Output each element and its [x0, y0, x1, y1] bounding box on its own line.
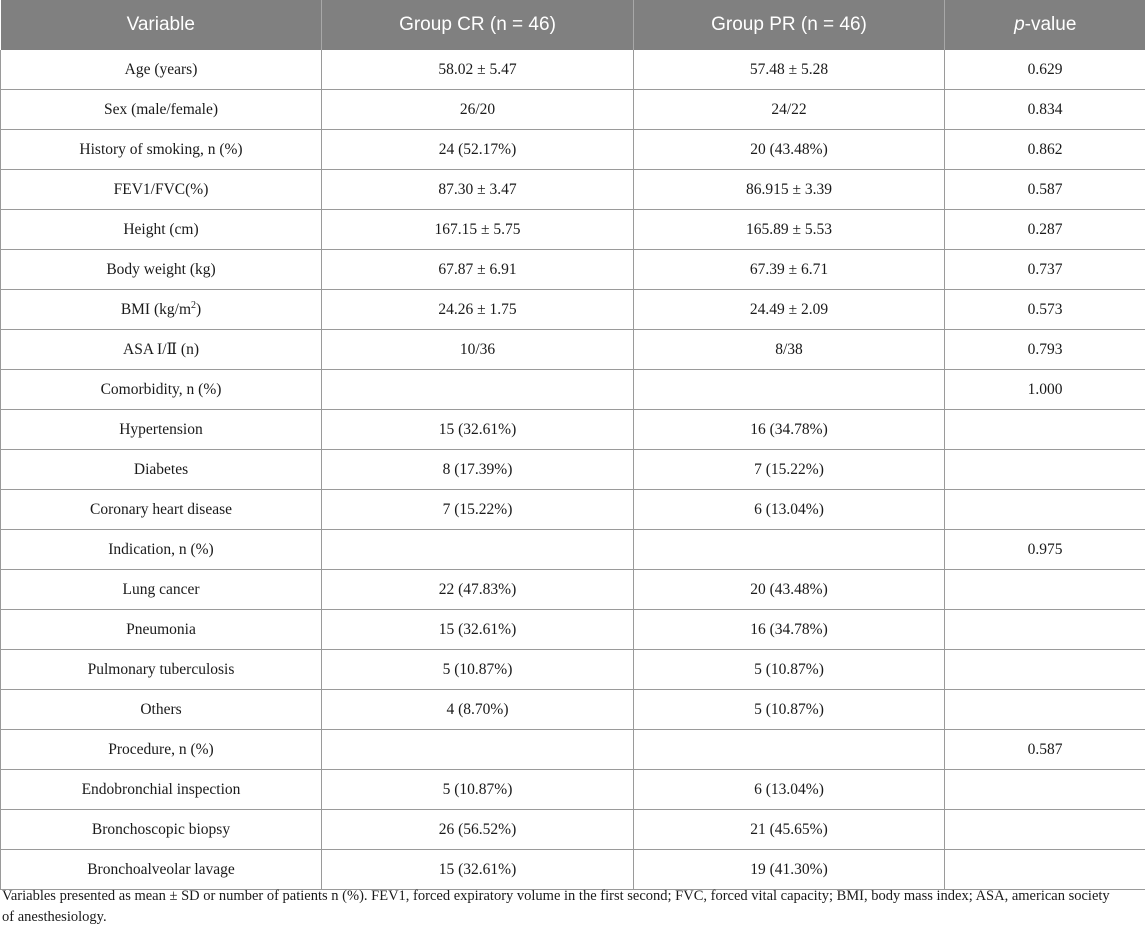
- cell-p-value: 0.573: [945, 290, 1145, 330]
- header-p-value: [945, 0, 1145, 50]
- cell-variable: [1, 650, 322, 690]
- cell-p-value: [945, 610, 1145, 650]
- header-group-pr: Group PR (n = 46): [634, 0, 945, 50]
- cell-variable-text: Bronchoscopic biopsy: [91, 820, 231, 838]
- table-row: [1, 170, 1145, 210]
- cell-p-value: 0.737: [945, 250, 1145, 290]
- cell-group-pr: 6 (13.04%): [634, 770, 945, 810]
- cell-variable-tail: ): [196, 301, 202, 319]
- table-row: [1, 330, 1145, 370]
- cell-group-cr: 87.30 ± 3.47: [322, 170, 634, 210]
- cell-variable-text: Pneumonia: [126, 620, 196, 638]
- cell-variable: [1, 490, 322, 530]
- cell-variable-text: FEV1/FVC(%): [113, 180, 209, 198]
- table-row: [1, 690, 1145, 730]
- cell-variable-text: Age (years): [124, 60, 198, 78]
- cell-p-value: 0.793: [945, 330, 1145, 370]
- table-footnote: Variables presented as mean ± SD or number of patients n (%). FEV1, forced expiratory volume in the first second; FVC, forced vital capacity; BMI, body mass index; ASA, american society of anesthesiology.: [2, 888, 1110, 925]
- cell-variable-text: History of smoking, n (%): [79, 140, 243, 158]
- cell-variable-text: Procedure, n (%): [108, 740, 214, 758]
- table-row: [1, 370, 1145, 410]
- cell-variable-text: Pulmonary tuberculosis: [87, 660, 235, 678]
- cell-variable: [1, 610, 322, 650]
- cell-variable-text: Lung cancer: [122, 580, 200, 598]
- cell-p-value: [945, 850, 1145, 890]
- cell-group-pr: 8/38: [634, 330, 945, 370]
- cell-group-cr: 67.87 ± 6.91: [322, 250, 634, 290]
- cell-variable: [1, 210, 322, 250]
- cell-variable-text: Comorbidity, n (%): [100, 380, 222, 398]
- cell-group-pr: 5 (10.87%): [634, 690, 945, 730]
- cell-variable: [1, 770, 322, 810]
- cell-group-cr: 8 (17.39%): [322, 450, 634, 490]
- cell-group-cr: 26 (56.52%): [322, 810, 634, 850]
- table-row: [1, 250, 1145, 290]
- cell-variable: [1, 250, 322, 290]
- cell-group-pr: 24/22: [634, 90, 945, 130]
- cell-variable: [1, 730, 322, 770]
- table-row: [1, 130, 1145, 170]
- cell-variable: [1, 570, 322, 610]
- cell-variable-text: Sex (male/female): [103, 100, 219, 118]
- cell-variable: [1, 410, 322, 450]
- table-row: [1, 50, 1145, 90]
- cell-group-pr: 16 (34.78%): [634, 410, 945, 450]
- cell-variable-text: ASA I/Ⅱ (n): [123, 341, 199, 358]
- header-row: [1, 0, 1145, 50]
- cell-group-cr: 58.02 ± 5.47: [322, 50, 634, 90]
- table-row: [1, 530, 1145, 570]
- cell-variable: [1, 690, 322, 730]
- cell-group-cr: 7 (15.22%): [322, 490, 634, 530]
- table-row: [1, 850, 1145, 890]
- cell-variable: [1, 90, 322, 130]
- cell-p-value: 0.862: [945, 130, 1145, 170]
- cell-variable: [1, 50, 322, 90]
- cell-group-pr: 165.89 ± 5.53: [634, 210, 945, 250]
- header-p-rest: -value: [1024, 14, 1077, 35]
- table-row: [1, 810, 1145, 850]
- cell-variable: [1, 330, 322, 370]
- cell-variable-text: Height (cm): [123, 220, 199, 238]
- cell-group-cr: 4 (8.70%): [322, 690, 634, 730]
- cell-p-value: [945, 690, 1145, 730]
- cell-p-value: [945, 650, 1145, 690]
- cell-group-cr: [322, 370, 634, 410]
- table-body: [1, 50, 1145, 890]
- cell-variable-text: Hypertension: [119, 420, 203, 438]
- table-row: [1, 730, 1145, 770]
- cell-variable-text: Diabetes: [133, 460, 189, 478]
- cell-group-pr: 21 (45.65%): [634, 810, 945, 850]
- table-row: [1, 490, 1145, 530]
- cell-group-cr: 24.26 ± 1.75: [322, 290, 634, 330]
- table-row: [1, 610, 1145, 650]
- table-row: [1, 770, 1145, 810]
- cell-p-value: [945, 770, 1145, 810]
- cell-variable: [1, 370, 322, 410]
- cell-group-pr: 16 (34.78%): [634, 610, 945, 650]
- cell-variable-text: Bronchoalveolar lavage: [87, 860, 235, 878]
- cell-group-cr: [322, 530, 634, 570]
- cell-group-pr: 7 (15.22%): [634, 450, 945, 490]
- cell-variable: [1, 850, 322, 890]
- cell-p-value: 0.975: [945, 530, 1145, 570]
- cell-p-value: 0.587: [945, 730, 1145, 770]
- cell-variable: [1, 130, 322, 170]
- table-row: [1, 450, 1145, 490]
- cell-group-cr: 167.15 ± 5.75: [322, 210, 634, 250]
- cell-variable-superscript: 2: [191, 299, 196, 311]
- cell-group-pr: 20 (43.48%): [634, 130, 945, 170]
- cell-group-pr: 57.48 ± 5.28: [634, 50, 945, 90]
- table-row: [1, 290, 1145, 330]
- cell-group-cr: 15 (32.61%): [322, 610, 634, 650]
- table-row: [1, 210, 1145, 250]
- cell-variable-text: Indication, n (%): [108, 540, 214, 558]
- cell-variable-text: BMI (kg/m: [120, 301, 191, 319]
- cell-p-value: 0.834: [945, 90, 1145, 130]
- cell-variable-text: Others: [140, 700, 182, 718]
- cell-p-value: [945, 450, 1145, 490]
- cell-group-pr: 5 (10.87%): [634, 650, 945, 690]
- cell-group-pr: 24.49 ± 2.09: [634, 290, 945, 330]
- cell-group-cr: 5 (10.87%): [322, 770, 634, 810]
- cell-group-pr: [634, 530, 945, 570]
- cell-group-cr: 15 (32.61%): [322, 850, 634, 890]
- cell-group-pr: [634, 370, 945, 410]
- header-group-cr: Group CR (n = 46): [322, 0, 634, 50]
- cell-group-pr: 6 (13.04%): [634, 490, 945, 530]
- cell-group-cr: 5 (10.87%): [322, 650, 634, 690]
- cell-variable-text: Body weight (kg): [106, 260, 216, 278]
- cell-variable-text: Endobronchial inspection: [81, 780, 241, 798]
- header-variable: Variable: [1, 0, 322, 50]
- cell-group-cr: 22 (47.83%): [322, 570, 634, 610]
- cell-variable-text: Coronary heart disease: [89, 500, 233, 518]
- cell-p-value: 0.287: [945, 210, 1145, 250]
- cell-p-value: [945, 570, 1145, 610]
- cell-group-cr: 15 (32.61%): [322, 410, 634, 450]
- cell-p-value: [945, 410, 1145, 450]
- cell-variable: [1, 530, 322, 570]
- table-row: [1, 410, 1145, 450]
- table-row: [1, 90, 1145, 130]
- cell-p-value: [945, 490, 1145, 530]
- cell-variable: [1, 290, 322, 330]
- cell-group-pr: [634, 730, 945, 770]
- cell-variable: [1, 170, 322, 210]
- cell-group-cr: 24 (52.17%): [322, 130, 634, 170]
- cell-group-cr: 10/36: [322, 330, 634, 370]
- cell-group-pr: 86.915 ± 3.39: [634, 170, 945, 210]
- cell-group-cr: 26/20: [322, 90, 634, 130]
- cell-group-cr: [322, 730, 634, 770]
- cell-p-value: 0.587: [945, 170, 1145, 210]
- cell-group-pr: 20 (43.48%): [634, 570, 945, 610]
- cell-variable: [1, 810, 322, 850]
- cell-p-value: 1.000: [945, 370, 1145, 410]
- cell-group-pr: 67.39 ± 6.71: [634, 250, 945, 290]
- table-row: [1, 650, 1145, 690]
- cell-variable: [1, 450, 322, 490]
- cell-group-pr: 19 (41.30%): [634, 850, 945, 890]
- table-row: [1, 570, 1145, 610]
- cell-p-value: [945, 810, 1145, 850]
- header-p-italic: p: [1014, 14, 1025, 35]
- cell-p-value: 0.629: [945, 50, 1145, 90]
